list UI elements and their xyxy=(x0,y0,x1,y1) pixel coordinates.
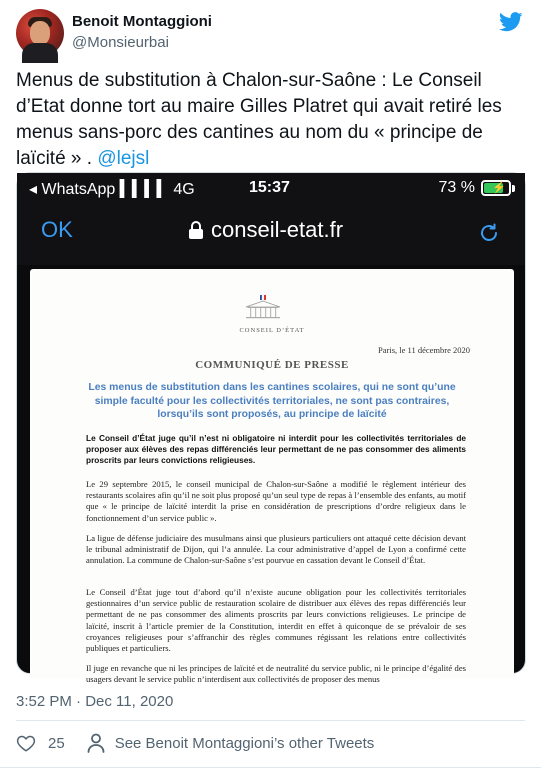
other-tweets-link[interactable]: See Benoit Montaggioni’s other Tweets xyxy=(114,734,375,752)
phone-status-bar xyxy=(17,173,525,203)
tweet-body: Menus de substitution à Chalon-sur-Saône : Le Conseil d’Etat donne tort au maire Gilles Platret qui avait retiré les menus sans-porc des cantines au nom du « principe de laïcité » . xyxy=(16,70,502,169)
mention-link[interactable]: @lejsl xyxy=(97,148,150,169)
status-battery-group xyxy=(439,179,515,197)
url-bar xyxy=(189,217,343,243)
battery-percent: 73 % xyxy=(438,179,475,196)
refresh-icon xyxy=(477,221,501,245)
doc-org-name: CONSEIL D’ÉTAT xyxy=(239,327,305,334)
doc-heading: COMMUNIQUÉ DE PRESSE xyxy=(195,359,349,371)
status-time: 15:37 xyxy=(249,179,290,196)
conseil-etat-emblem-icon xyxy=(240,293,286,323)
avatar[interactable] xyxy=(16,9,64,57)
doc-paragraph: La ligue de défense judiciaire des musulmans ainsi que plusieurs particuliers ont attaqué cette décision devant le tribunal administratif de Dijon, qui l’a annulée. La cour administrative d’appel de Lyon a confirmé cette annulation. La commune de Chalon-sur-Saône s’est pourvue en cassation devant le Conseil d’État. xyxy=(86,533,466,566)
author-handle[interactable]: @Monsieurbai xyxy=(72,34,169,51)
person-icon xyxy=(87,733,105,753)
divider xyxy=(16,720,525,721)
doc-paragraph-lead: Le Conseil d’État juge qu’il n’est ni obligatoire ni interdit pour les collectivités territoriales de proposer aux élèves des repas différenciés leur permettant de ne pas consommer des aliments proscrits par leurs convictions religieuses. xyxy=(86,433,466,466)
doc-subtitle: Les menus de substitution dans les cantines scolaires, qui ne sont qu’une simple faculté pour les collectivités territoriales, ne sont pas contraires, lorsqu’ils sont proposés, au principe de laïcité xyxy=(88,382,456,420)
battery-icon: ⚡ xyxy=(481,180,511,196)
tweet-text xyxy=(16,68,526,172)
doc-paragraph: Le Conseil d’État juge tout d’abord qu’il n’existe aucune obligation pour les collectivités territoriales gestionnaires d’un service public de restauration scolaire de distribuer aux élèves des repas différenciés leur permettant de ne pas consommer des aliments proscrits par leurs convictions religieuses. Le principe de laïcité, inscrit à l’article premier de la Constitution, interdit en effet à quiconque de se prévaloir de ses croyances religieuses pour s’affranchir des règles communes régissant les relations entre collectivités publiques et particuliers. xyxy=(86,587,466,654)
heart-icon[interactable] xyxy=(16,734,36,752)
tweet-actions xyxy=(16,732,374,754)
like-count: 25 xyxy=(48,734,65,752)
author-name[interactable]: Benoit Montaggioni xyxy=(72,13,212,30)
url-text: conseil-etat.fr xyxy=(211,217,344,242)
doc-paragraph: Le 29 septembre 2015, le conseil municipal de Chalon-sur-Saône a modifié le règlement intérieur des restaurants scolaires afin qu’il ne soit plus proposé qu’un seul type de repas à l’ensemble des enfants, au motif que « le principe de laïcité interdit la prise en considération de prescriptions d’ordre religieux dans le fonctionnement d’un service public ». xyxy=(86,479,466,523)
press-release-document xyxy=(30,269,514,685)
ok-button: OK xyxy=(41,217,73,242)
status-carrier: ◂ WhatsApp ▍▍▍▍ 4G xyxy=(29,181,195,198)
doc-date: Paris, le 11 décembre 2020 xyxy=(378,345,470,355)
twitter-bird-icon[interactable] xyxy=(499,12,523,32)
tweet-media-image[interactable] xyxy=(16,172,526,685)
doc-paragraph: Il juge en revanche que ni les principes de laïcité et de neutralité du service public, ni le principe d’égalité des usagers devant le service public n’interdisent aux collectivités de proposer des menus xyxy=(86,663,466,685)
lock-icon xyxy=(189,221,203,239)
tweet-timestamp[interactable]: 3:52 PM · Dec 11, 2020 xyxy=(16,693,174,710)
browser-nav-bar xyxy=(17,203,525,265)
